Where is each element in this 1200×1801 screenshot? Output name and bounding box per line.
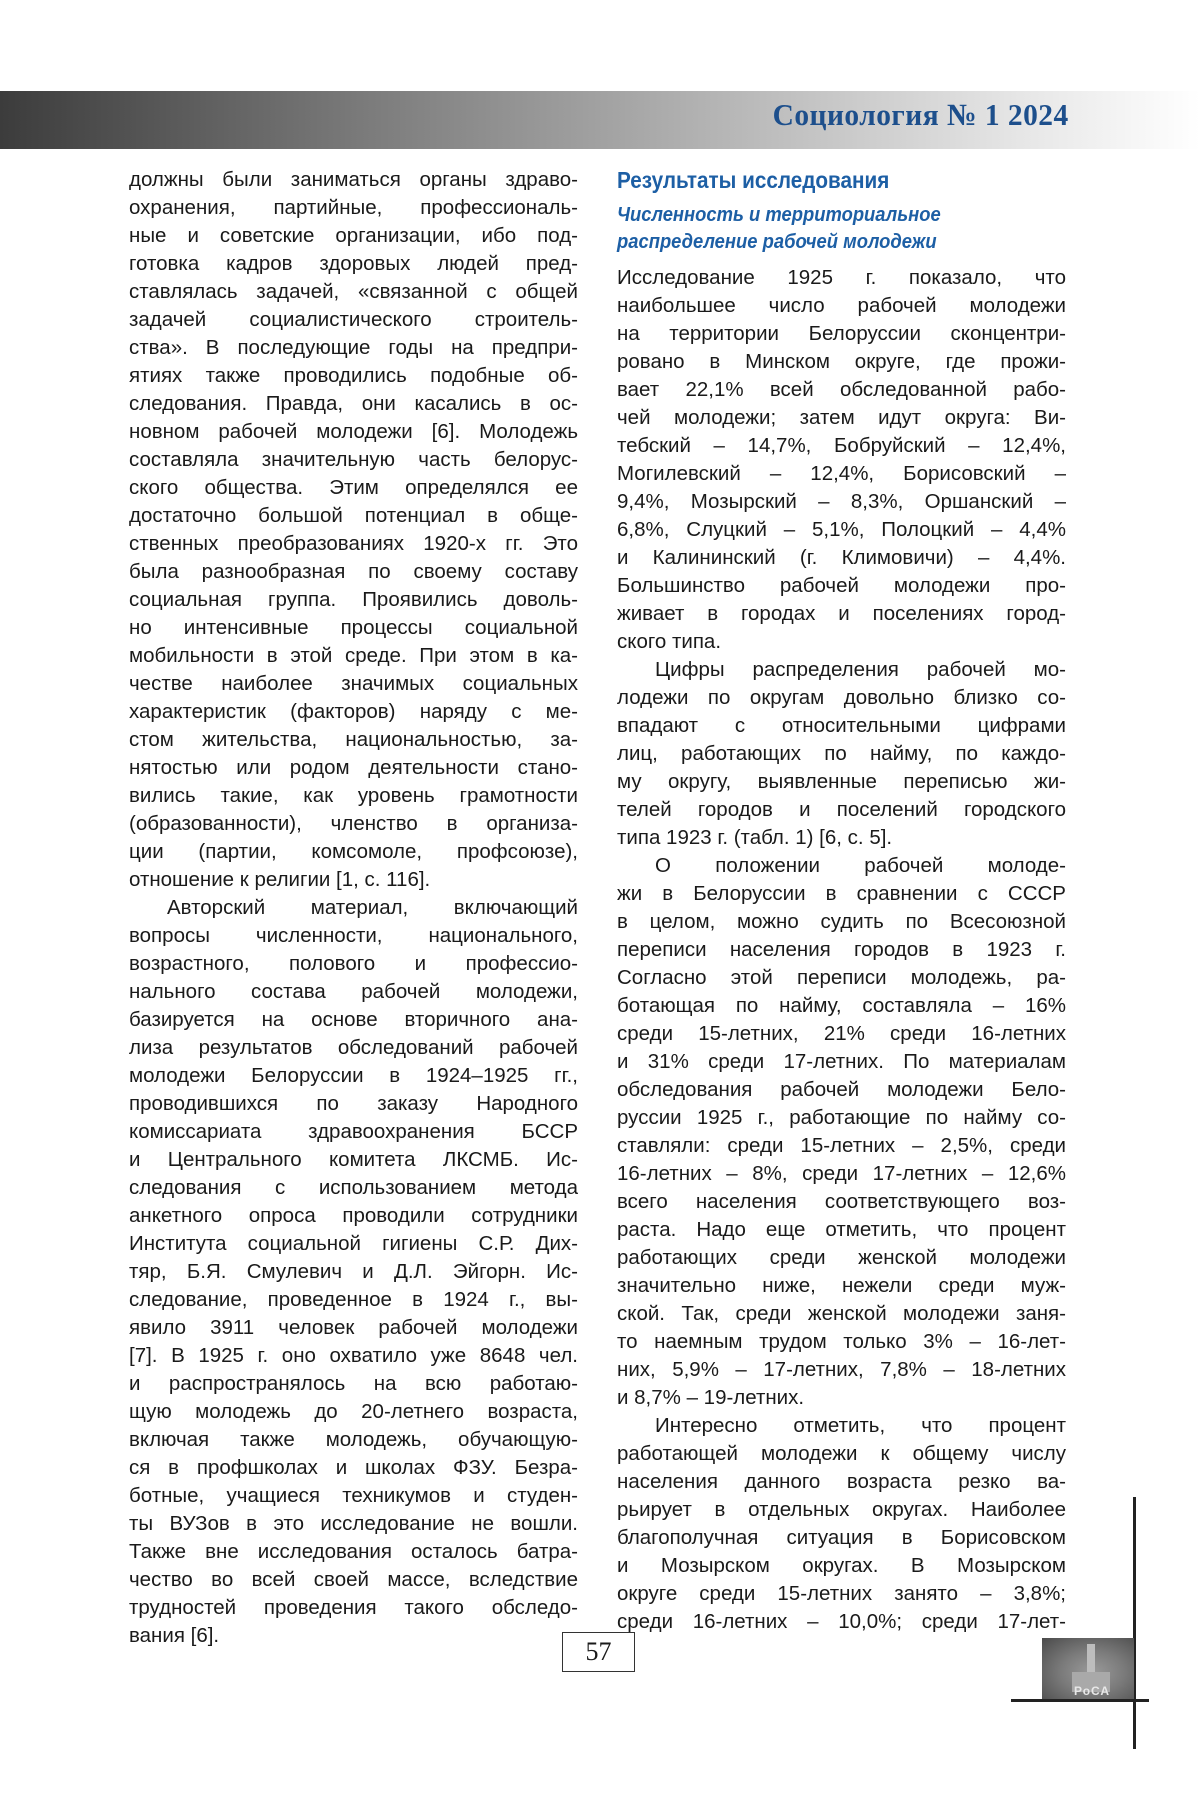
text-line: обследования рабочей молодежи Бело- — [617, 1076, 1066, 1104]
text-line: проводившихся по заказу Народного — [129, 1090, 578, 1118]
text-line: живает в городах и поселениях город- — [617, 600, 1066, 628]
text-line: и Центрального комитета ЛКСМБ. Ис- — [129, 1146, 578, 1174]
text-line: жи в Белоруссии в сравнении с СССР — [617, 880, 1066, 908]
text-line: следования. Правда, они касались в ос- — [129, 390, 578, 418]
text-line: новном рабочей молодежи [6]. Молодежь — [129, 418, 578, 446]
text-line: характеристик (факторов) наряду с ме- — [129, 698, 578, 726]
text-line: Могилевский – 12,4%, Борисовский – — [617, 460, 1066, 488]
text-line: и Мозырском округах. В Мозырском — [617, 1552, 1066, 1580]
text-line: и 31% среди 17-летних. По материалам — [617, 1048, 1066, 1076]
text-line: но интенсивные процессы социальной — [129, 614, 578, 642]
text-line: следования с использованием метода — [129, 1174, 578, 1202]
text-line: и Калининский (г. Климовичи) – 4,4%. — [617, 544, 1066, 572]
text-line: тяр, Б.Я. Смулевич и Д.Л. Эйгорн. Ис- — [129, 1258, 578, 1286]
text-line: [7]. В 1925 г. оно охватило уже 8648 чел. — [129, 1342, 578, 1370]
text-line: в целом, можно судить по Всесоюзной — [617, 908, 1066, 936]
text-line: чей молодежи; затем идут округа: Ви- — [617, 404, 1066, 432]
text-line: Согласно этой переписи молодежь, ра- — [617, 964, 1066, 992]
text-line: нятостью или родом деятельности стано- — [129, 754, 578, 782]
text-line: Большинство рабочей молодежи про- — [617, 572, 1066, 600]
text-line: вает 22,1% всей обследованной рабо- — [617, 376, 1066, 404]
text-line: вопросы численности, национального, — [129, 922, 578, 950]
paragraph — [617, 656, 1066, 852]
text-line: базируется на основе вторичного ана- — [129, 1006, 578, 1034]
paragraph — [617, 852, 1066, 1412]
section-heading: Результаты исследования — [617, 167, 889, 194]
section-subheading — [617, 202, 941, 256]
text-line: молодежи Белоруссии в 1924–1925 гг., — [129, 1062, 578, 1090]
text-line: 6,8%, Слуцкий – 5,1%, Полоцкий – 4,4% — [617, 516, 1066, 544]
text-line: значительно ниже, нежели среди муж- — [617, 1272, 1066, 1300]
text-line: то наемным трудом только 3% – 16-лет- — [617, 1328, 1066, 1356]
text-line: мобильности в этой среде. При этом в ка- — [129, 642, 578, 670]
text-line: ты ВУЗов в это исследование не вошли. — [129, 1510, 578, 1538]
text-line: му округу, выявленные переписью жи- — [617, 768, 1066, 796]
text-line: ся в профшколах и школах ФЗУ. Безра- — [129, 1454, 578, 1482]
text-line: ботающая по найму, составляла – 16% — [617, 992, 1066, 1020]
text-line: анкетного опроса проводили сотрудники — [129, 1202, 578, 1230]
text-line: ского общества. Этим определялся ее — [129, 474, 578, 502]
text-line: стом жительства, национальностью, за- — [129, 726, 578, 754]
text-line: работающей молодежи к общему числу — [617, 1440, 1066, 1468]
text-line: вились такие, как уровень грамотности — [129, 782, 578, 810]
text-line: ставляли: среди 15-летних – 2,5%, среди — [617, 1132, 1066, 1160]
text-line: руссии 1925 г., работающие по найму со- — [617, 1104, 1066, 1132]
text-line: ровано в Минском округе, где прожи- — [617, 348, 1066, 376]
text-line: отношение к религии [1, с. 116]. — [129, 866, 578, 894]
text-line: О положении рабочей молоде- — [617, 852, 1066, 880]
text-line: рьирует в отдельных округах. Наиболее — [617, 1496, 1066, 1524]
text-line: возрастного, полового и профессио- — [129, 950, 578, 978]
text-line: населения данного возраста резко ва- — [617, 1468, 1066, 1496]
text-line: всего населения соответствующего воз- — [617, 1188, 1066, 1216]
text-line: Также вне исследования осталось батра- — [129, 1538, 578, 1566]
text-line: телей городов и поселений городского — [617, 796, 1066, 824]
text-line: благополучная ситуация в Борисовском — [617, 1524, 1066, 1552]
page-number: 57 — [562, 1632, 635, 1672]
journal-title: Социология № 1 2024 — [773, 97, 1069, 133]
text-line: социальная группа. Проявились доволь- — [129, 586, 578, 614]
text-line: достаточно большой потенциал в обще- — [129, 502, 578, 530]
text-line: наибольшее число рабочей молодежи — [617, 292, 1066, 320]
logo-text: РоСА — [1074, 1684, 1110, 1698]
text-line: готовка кадров здоровых людей пред- — [129, 250, 578, 278]
subheading-line: распределение рабочей молодежи — [617, 229, 941, 256]
text-line: лиц, работающих по найму, по каждо- — [617, 740, 1066, 768]
crop-mark-horizontal — [1011, 1699, 1149, 1702]
paragraph — [617, 1412, 1066, 1636]
text-line: охранения, партийные, профессиональ- — [129, 194, 578, 222]
text-line: среди 15-летних, 21% среди 16-летних — [617, 1020, 1066, 1048]
text-line: ции (партии, комсомоле, профсоюзе), — [129, 838, 578, 866]
text-line: ставлялась задачей, «связанной с общей — [129, 278, 578, 306]
text-line: округе среди 15-летних занято – 3,8%; — [617, 1580, 1066, 1608]
text-line: них, 5,9% – 17-летних, 7,8% – 18-летних — [617, 1356, 1066, 1384]
text-line: Авторский материал, включающий — [129, 894, 578, 922]
text-line: лиза результатов обследований рабочей — [129, 1034, 578, 1062]
text-line: задачей социалистического строитель- — [129, 306, 578, 334]
text-line: Интересно отметить, что процент — [617, 1412, 1066, 1440]
text-line: была разнообразная по своему составу — [129, 558, 578, 586]
paragraph — [129, 894, 578, 1650]
paragraph — [129, 166, 578, 894]
text-line: и распространялось на всю работаю- — [129, 1370, 578, 1398]
text-line: чество во всей своей массе, вследствие — [129, 1566, 578, 1594]
text-line: на территории Белоруссии сконцентри- — [617, 320, 1066, 348]
paragraph — [617, 264, 1066, 656]
text-line: ского типа. — [617, 628, 1066, 656]
text-line: ства». В последующие годы на предпри- — [129, 334, 578, 362]
text-line: тебский – 14,7%, Бобруйский – 12,4%, — [617, 432, 1066, 460]
text-line: составляла значительную часть белорус- — [129, 446, 578, 474]
text-line: явило 3911 человек рабочей молодежи — [129, 1314, 578, 1342]
text-line: 9,4%, Мозырский – 8,3%, Оршанский – — [617, 488, 1066, 516]
text-line: среди 16-летних – 10,0%; среди 17-лет- — [617, 1608, 1066, 1636]
text-line: лодежи по округам довольно близко со- — [617, 684, 1066, 712]
text-line: трудностей проведения такого обследо- — [129, 1594, 578, 1622]
text-line: комиссариата здравоохранения БССР — [129, 1118, 578, 1146]
text-line: работающих среди женской молодежи — [617, 1244, 1066, 1272]
text-line: переписи населения городов в 1923 г. — [617, 936, 1066, 964]
text-line: раста. Надо еще отметить, что процент — [617, 1216, 1066, 1244]
right-text-column — [617, 264, 1066, 1636]
left-text-column — [129, 166, 578, 1650]
subheading-line: Численность и территориальное — [617, 202, 941, 229]
text-line: Исследование 1925 г. показало, что — [617, 264, 1066, 292]
text-line: типа 1923 г. (табл. 1) [6, с. 5]. — [617, 824, 1066, 852]
text-line: нального состава рабочей молодежи, — [129, 978, 578, 1006]
text-line: впадают с относительными цифрами — [617, 712, 1066, 740]
text-line: ные и советские организации, ибо под- — [129, 222, 578, 250]
text-line: ботные, учащиеся техникумов и студен- — [129, 1482, 578, 1510]
text-line: ской. Так, среди женской молодежи заня- — [617, 1300, 1066, 1328]
text-line: (образованности), членство в организа- — [129, 810, 578, 838]
text-line: честве наиболее значимых социальных — [129, 670, 578, 698]
text-line: включая также молодежь, обучающую- — [129, 1426, 578, 1454]
text-line: ственных преобразованиях 1920-х гг. Это — [129, 530, 578, 558]
text-line: вания [6]. — [129, 1622, 578, 1650]
text-line: щую молодежь до 20-летнего возраста, — [129, 1398, 578, 1426]
text-line: ятиях также проводились подобные об- — [129, 362, 578, 390]
text-line: Института социальной гигиены С.Р. Дих- — [129, 1230, 578, 1258]
crop-mark-vertical — [1133, 1497, 1136, 1749]
text-line: и 8,7% – 19-летних. — [617, 1384, 1066, 1412]
text-line: следование, проведенное в 1924 г., вы- — [129, 1286, 578, 1314]
rosa-logo — [1042, 1638, 1134, 1700]
text-line: 16-летних – 8%, среди 17-летних – 12,6% — [617, 1160, 1066, 1188]
text-line: Цифры распределения рабочей мо- — [617, 656, 1066, 684]
text-line: должны были заниматься органы здраво- — [129, 166, 578, 194]
